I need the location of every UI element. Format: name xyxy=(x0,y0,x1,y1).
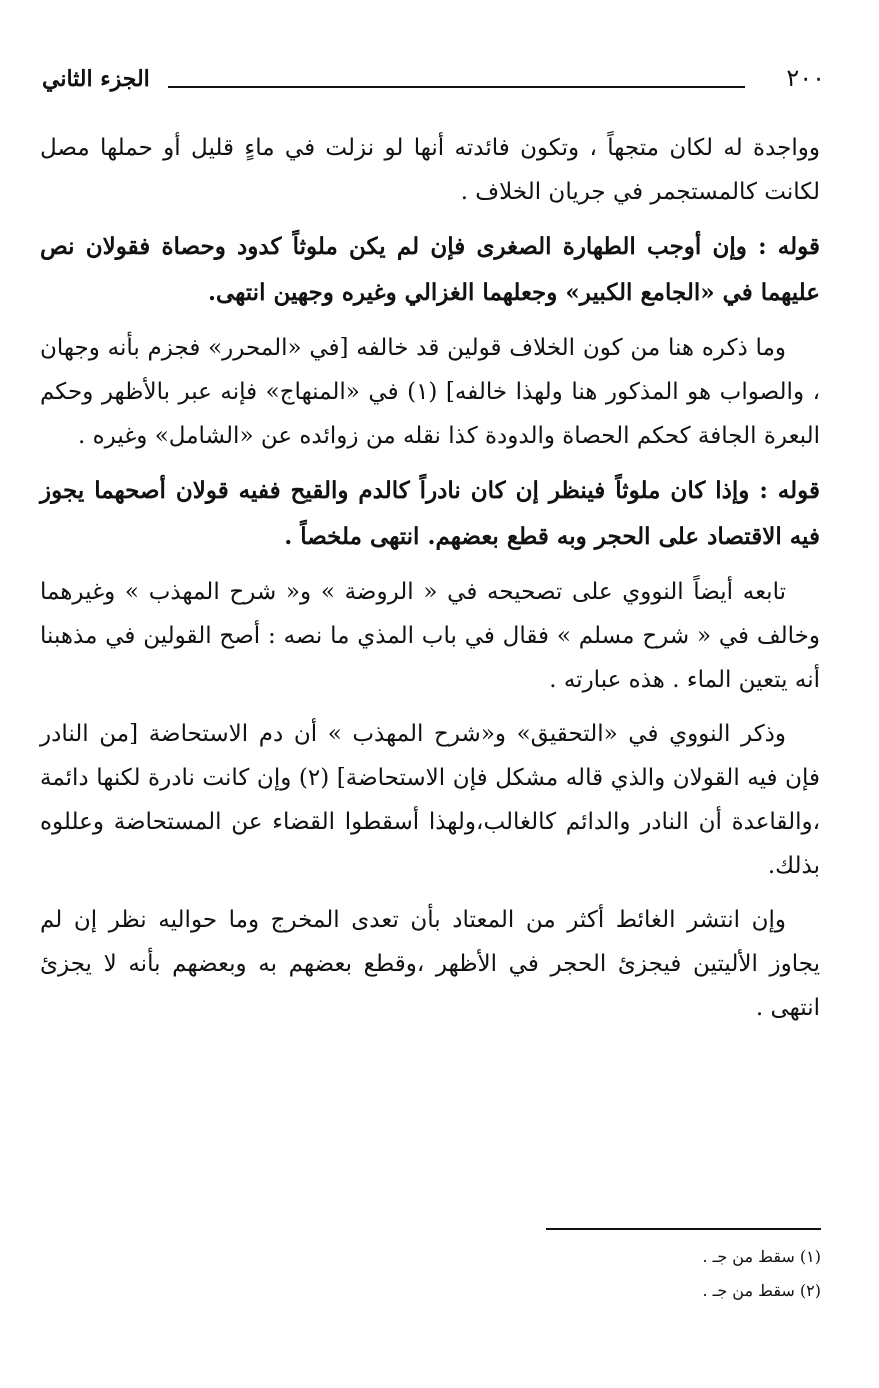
quoted-statement: قوله : وإن أوجب الطهارة الصغرى فإن لم يكن ملوثاً كدود وحصاة فقولان نص عليهما في «الجامع الكبير» وجعلهما الغزالي وغيره وجهين انتهى. xyxy=(40,233,820,306)
main-text xyxy=(40,126,820,1040)
running-title: الجزء الثاني xyxy=(42,66,150,92)
commentary-paragraph: وإن انتشر الغائط أكثر من المعتاد بأن تعدى المخرج وما حواليه نظر إن لم يجاوز الأليتين فيجزئ الحجر في الأظهر ،وقطع بعضهم به وبعضهم بأنه لا يجزئ انتهى . xyxy=(40,907,820,1021)
page-number: ٢٠٠ xyxy=(786,64,825,92)
footnote: (١) سقط من جـ . xyxy=(702,1247,821,1266)
header-rule xyxy=(168,86,745,88)
footnotes xyxy=(546,1228,821,1308)
footnote: (٢) سقط من جـ . xyxy=(702,1281,821,1300)
footnote-rule xyxy=(546,1228,821,1230)
page-header xyxy=(40,62,825,102)
commentary-paragraph: وما ذكره هنا من كون الخلاف قولين قد خالفه [في «المحرر» فجزم بأنه وجهان ، والصواب هو المذكور هنا ولهذا خالفه] (١) في «المنهاج» فإنه عبر بالأظهر وحكم البعرة الجافة كحكم الحصاة والدودة كذا نقله من زوائده عن «الشامل» وغيره . xyxy=(40,335,820,449)
commentary-paragraph: تابعه أيضاً النووي على تصحيحه في « الروضة » و« شرح المهذب » وغيرهما وخالف في « شرح مسلم » فقال في باب المذي ما نصه : أصح القولين في مذهبنا أنه يتعين الماء . هذه عبارته . xyxy=(40,579,820,693)
paragraph-continuation: وواجدة له لكان متجهاً ، وتكون فائدته أنها لو نزلت في ماءٍ قليل أو حملها مصل لكانت كالمستجمر في جريان الخلاف . xyxy=(40,135,820,205)
quoted-statement: قوله : وإذا كان ملوثاً فينظر إن كان نادراً كالدم والقيح ففيه قولان أصحهما يجوز فيه الاقتصاد على الحجر وبه قطع بعضهم. انتهى ملخصاً . xyxy=(40,477,820,550)
commentary-paragraph: وذكر النووي في «التحقيق» و«شرح المهذب » أن دم الاستحاضة [من النادر فإن فيه القولان والذي قاله مشكل فإن الاستحاضة] (٢) وإن كانت نادرة لكنها دائمة ،والقاعدة أن النادر والدائم كالغالب،ولهذا أسقطوا القضاء عن المستحاضة وعللوه بذلك. xyxy=(40,721,820,879)
